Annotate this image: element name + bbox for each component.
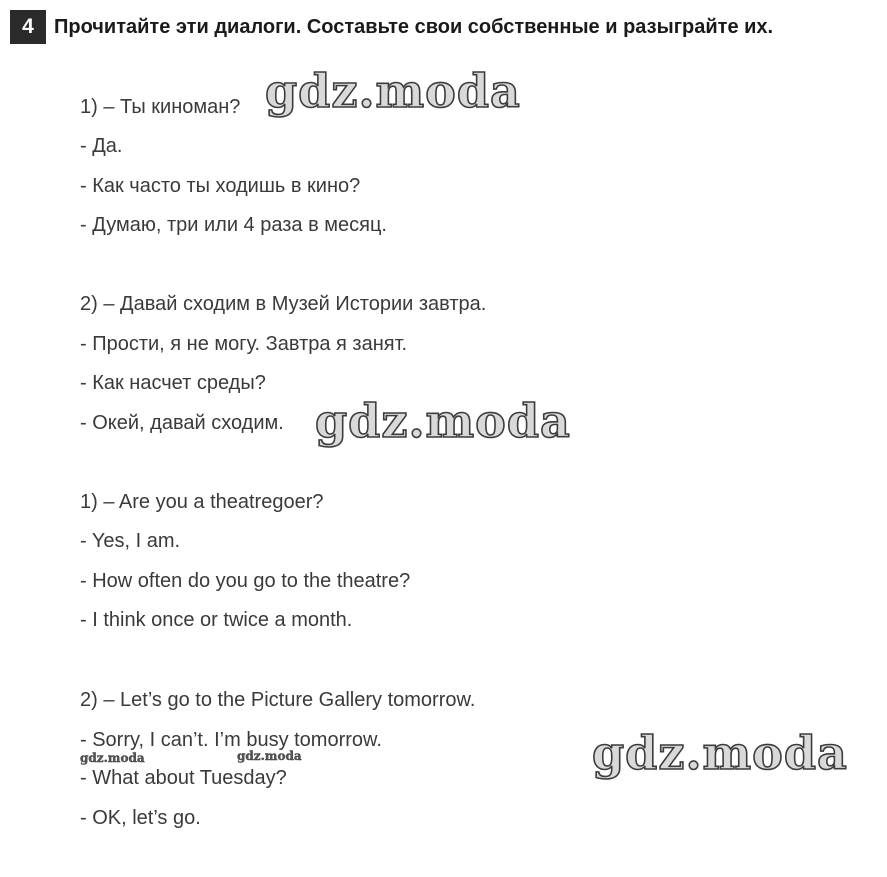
dialogue-3-line-1: 1) – Are you a theatregoer? (80, 491, 324, 513)
dialogue-3-line-3: - How often do you go to the theatre? (80, 570, 411, 592)
dialogue-1-line-4: - Думаю, три или 4 раза в месяц. (80, 214, 387, 236)
dialogue-2-line-2: - Прости, я не могу. Завтра я занят. (80, 333, 408, 355)
watermark-logo: gdz.moda (265, 64, 521, 118)
watermark-logo: gdz.moda (592, 726, 848, 780)
dialogue-1-line-1: 1) – Ты киноман? (80, 96, 241, 118)
dialogue-3-line-4: - I think once or twice a month. (80, 609, 353, 631)
dialogue-3-line-2: - Yes, I am. (80, 530, 181, 552)
dialogue-4-line-2: - Sorry, I can’t. I’m busy tomorrow. (80, 729, 382, 751)
watermark-small: gdz.moda (237, 749, 302, 763)
task-number-badge: 4 (10, 10, 46, 44)
task-header (10, 10, 773, 44)
dialogue-1-line-2: - Да. (80, 135, 123, 157)
dialogue-4-line-4: - OK, let’s go. (80, 807, 201, 829)
dialogue-4-line-3: - What about Tuesday? (80, 767, 287, 789)
dialogue-1-line-3: - Как часто ты ходишь в кино? (80, 175, 361, 197)
watermark-logo: gdz.moda (315, 394, 571, 448)
task-title: Прочитайте эти диалоги. Составьте свои собственные и разыграйте их. (54, 15, 774, 38)
dialogue-2-line-4: - Окей, давай сходим. (80, 412, 284, 434)
dialogue-4-line-1: 2) – Let’s go to the Picture Gallery tomorrow. (80, 689, 476, 711)
dialogue-2-line-3: - Как насчет среды? (80, 372, 266, 394)
dialogue-2-line-1: 2) – Давай сходим в Музей Истории завтра. (80, 293, 487, 315)
watermark-small: gdz.moda (80, 751, 145, 765)
